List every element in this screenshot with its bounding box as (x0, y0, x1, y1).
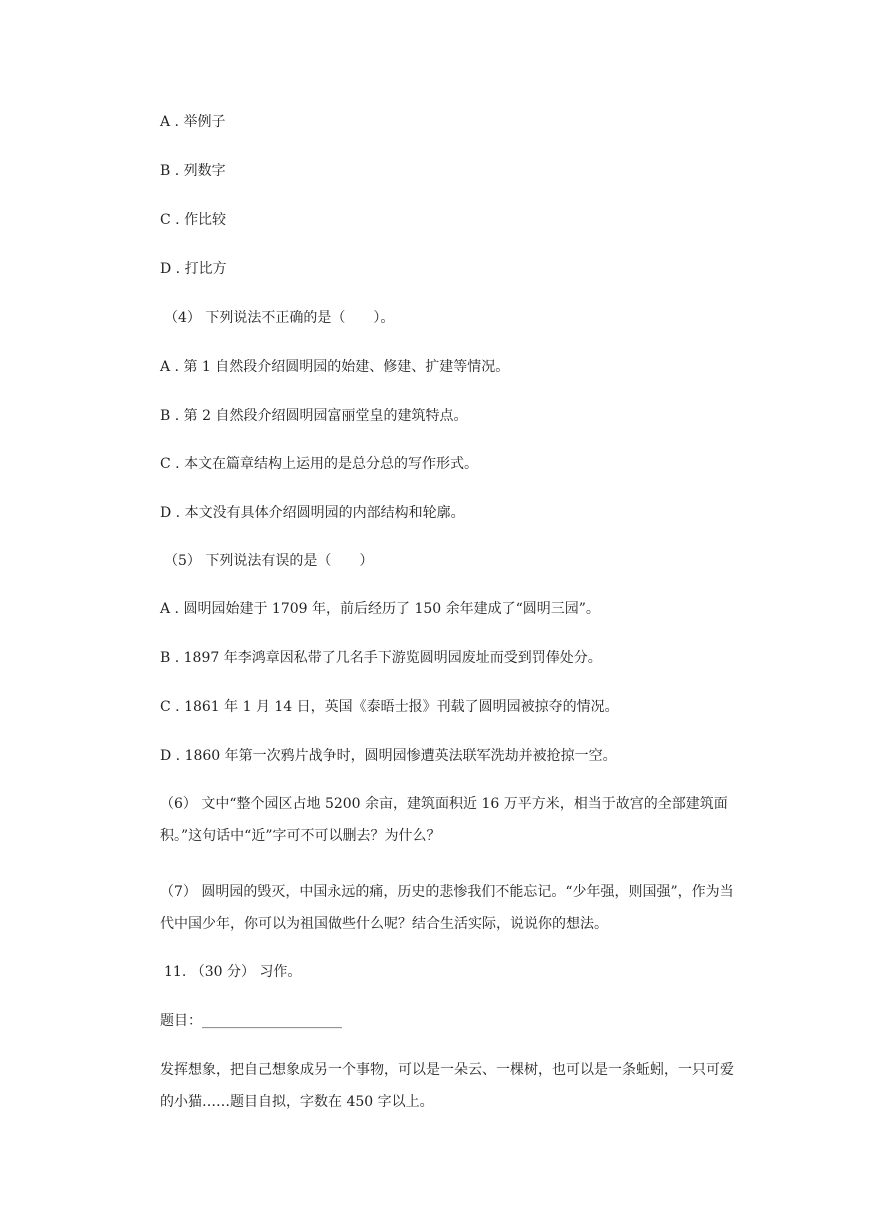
q3-option-a: A . 举例子 (160, 114, 226, 130)
q3-option-b: B . 列数字 (160, 163, 226, 179)
q5-option-a: A . 圆明园始建于 1709 年，前后经历了 150 余年建成了“圆明三园”。 (160, 601, 600, 617)
q4-option-a: A . 第 1 自然段介绍圆明园的始建、修建、扩建等情况。 (160, 359, 510, 375)
q4-option-c: C . 本文在篇章结构上运用的是总分总的写作形式。 (160, 456, 479, 472)
q11-title-blank: ____________________ (202, 1013, 342, 1029)
q5-stem: （5） 下列说法有误的是（ ） (164, 553, 374, 569)
q3-option-c: C . 作比较 (160, 212, 227, 228)
q11-title-row (160, 1011, 342, 1031)
q5-option-d: D . 1860 年第一次鸦片战争时，圆明园惨遭英法联军洗劫并被抢掠一空。 (160, 748, 617, 764)
q5-option-c: C . 1861 年 1 月 14 日，英国《泰晤士报》刊载了圆明园被掠夺的情况。 (160, 699, 619, 715)
q6-question: （6） 文中“整个园区占地 5200 余亩，建筑面积近 16 万平方米，相当于故宫的全部建筑面积。”这句话中“近”字可不可以删去？为什么？ (160, 796, 728, 844)
q11-prompt: 发挥想象，把自己想象成另一个事物，可以是一朵云、一棵树，也可以是一条蚯蚓，一只可爱的小猫……题目自拟，字数在 450 字以上。 (160, 1062, 734, 1110)
q5-option-b: B . 1897 年李鸿章因私带了几名手下游览圆明园废址而受到罚俸处分。 (160, 650, 602, 666)
q4-stem: （4） 下列说法不正确的是（ ）。 (164, 310, 395, 326)
q11-heading: 11. （30 分） 习作。 (164, 964, 302, 980)
q4-option-d: D . 本文没有具体介绍圆明园的内部结构和轮廓。 (160, 505, 465, 521)
q11-title-label: 题目： (160, 1013, 202, 1029)
q4-option-b: B . 第 2 自然段介绍圆明园富丽堂皇的建筑特点。 (160, 408, 468, 424)
q7-question: （7） 圆明园的毁灭，中国永远的痛，历史的悲惨我们不能忘记。“少年强，则国强”，作为当代中国少年，你可以为祖国做些什么呢？结合生活实际，说说你的想法。 (160, 884, 734, 932)
q3-option-d: D . 打比方 (160, 261, 227, 277)
